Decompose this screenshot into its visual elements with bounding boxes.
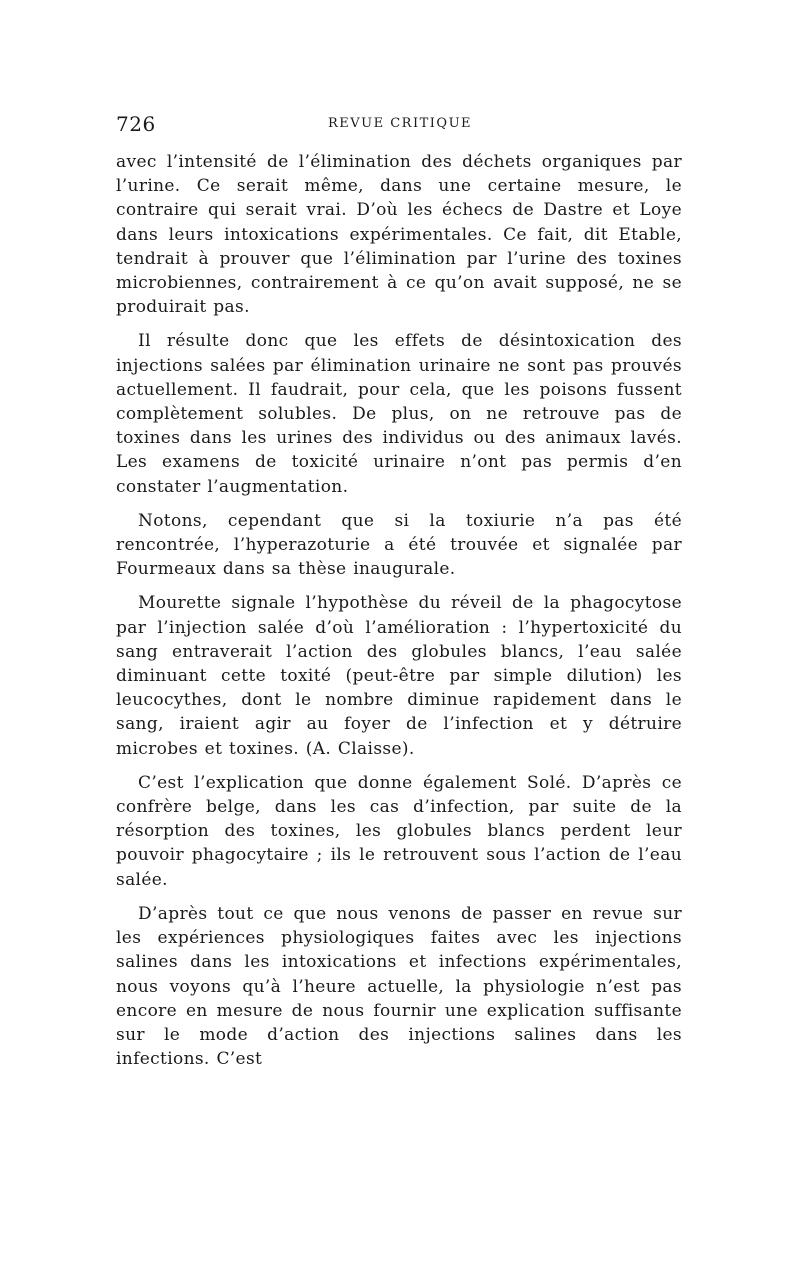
page-number: 726 bbox=[116, 112, 156, 136]
paragraph-5: C’est l’explication que donne également Solé. D’après ce confrère belge, dans les cas d’infection, par suite de la résorption des toxines, les globules blancs perdent leur pouvoir phagocytaire ; ils le retrouvent sous l’action de l’eau salée. bbox=[116, 772, 682, 890]
paragraph-3: Notons, cependant que si la toxiurie n’a pas été rencontrée, l’hyperazoturie a été trouvée et signalée par Fourmeaux dans sa thèse inaugurale. bbox=[116, 510, 682, 580]
running-head bbox=[116, 112, 684, 142]
body-text bbox=[116, 150, 682, 1081]
running-title: REVUE CRITIQUE bbox=[327, 116, 473, 131]
paragraph-2: Il résulte donc que les effets de désintoxication des injections salées par élimination urinaire ne sont pas prouvés actuellement. Il faudrait, pour cela, que les poisons fussent complètement solubles. De plus, on ne retrouve pas de toxines dans les urines des individus ou des animaux lavés. Les examens de toxicité urinaire n’ont pas permis d’en constater l’augmentation. bbox=[116, 331, 682, 497]
paragraph-4: Mourette signale l’hypothèse du réveil de la phagocytose par l’injection salée d’où l’amélioration : l’hypertoxicité du sang entraverait l’action des globules blancs, l’eau salée diminuant cette toxité (peut-être par simple dilution) les leucocythes, dont le nombre diminue rapidement dans le sang, iraient agir au foyer de l’infection et y détruire microbes et toxines. (A. Claisse). bbox=[116, 593, 682, 759]
paragraph-6: D’après tout ce que nous venons de passer en revue sur les expériences physiologiques faites avec les injections salines dans les intoxications et infections expérimentales, nous voyons qu’à l’heure actuelle, la physiologie n’est pas encore en mesure de nous fournir une explication suffisante sur le mode d’action des injections salines dans les infections. C’est bbox=[116, 903, 682, 1070]
paragraph-1: avec l’intensité de l’élimination des déchets organiques par l’urine. Ce serait même, dans une certaine mesure, le contraire qui serait vrai. D’où les échecs de Dastre et Loye dans leurs intoxications expérimentales. Ce fait, dit Etable, tendrait à prouver que l’élimination par l’urine des toxines microbiennes, contrairement à ce qu’on avait supposé, ne se produirait pas. bbox=[116, 152, 682, 318]
